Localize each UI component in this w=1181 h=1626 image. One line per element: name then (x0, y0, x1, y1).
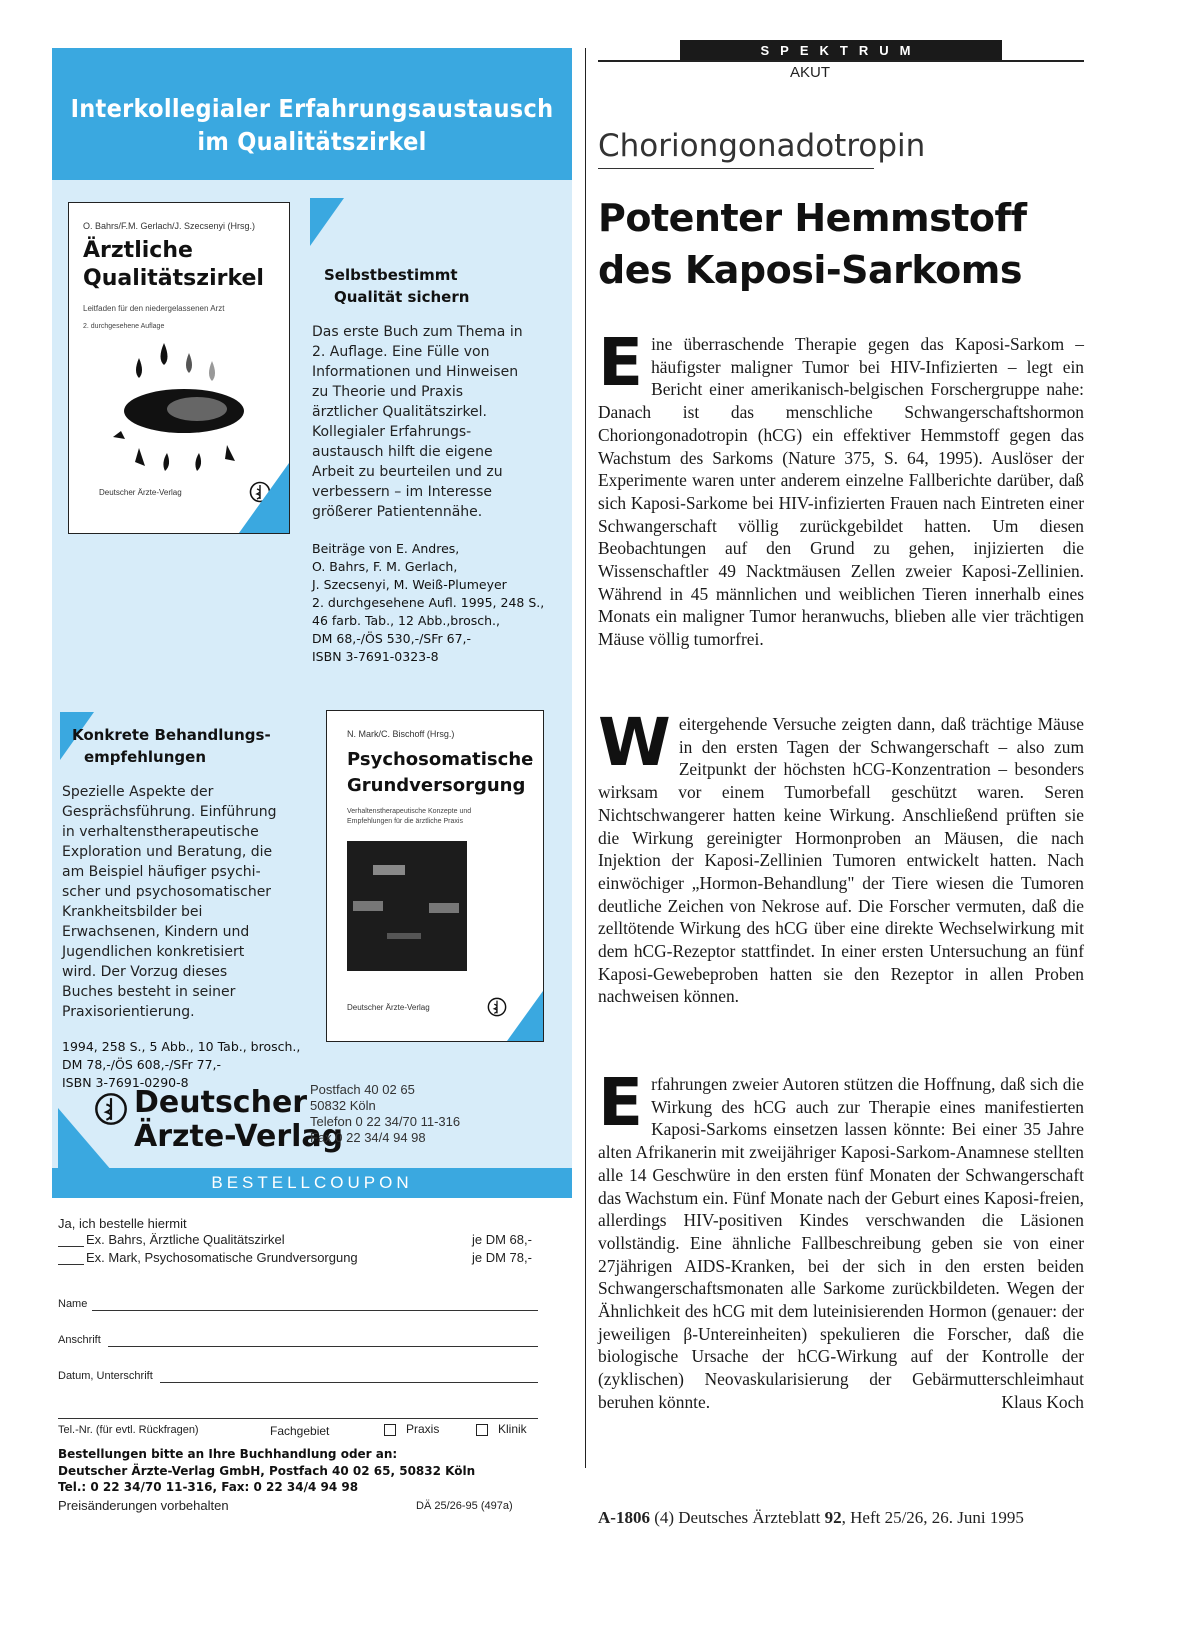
praxis-checkbox[interactable] (384, 1424, 396, 1436)
address-line: Telefon 0 22 34/70 11-316 (310, 1114, 461, 1129)
detail-line: ISBN 3-7691-0323-8 (312, 649, 439, 664)
blurb-line: Informationen und Hinweisen (312, 364, 519, 380)
book-title-line2: Grundversorgung (347, 775, 526, 796)
section-bar: SPEKTRUM (680, 40, 1002, 62)
detail-line: J. Szecsenyi, M. Weiß-Plumeyer (312, 577, 507, 592)
paragraph-text: rfahrungen zweier Autoren stützen die Hoffnung, daß sich die Wirkung des hCG auch zur Therapie eines manifestierten Kaposi-Sarkoms einsetzen lassen könnte: Bei einer 35 Jahre alten Afrikanerin mit zweijähriger Kaposi-Sarkom-Anamnese stellten alle 14 Geschwüre in den ersten fünf Monaten der Schwangerschaft das Wachstum ein. Fünf Monate nach der Geburt eines Kaposi-freien, allerdings HIV-positiven Kindes verschwanden die Läsionen vollständig. Eine ähnliche Fallbeschreibung geben sie von einer 27jährigen AIDS-Kranken, bei der sich in den ersten beiden Schwangerschaftsmonaten alle Sarkome zurückbildeten. Wegen der Ähnlichkeit des hCG mit dem luteinisierenden Hormon (genauer: der jeweiligen β-Untereinheiten) spekulieren die Forscher, daß die biologische Ursache der hCG-Wirkung auf der Kontrolle der (zyklischen) Neovaskularisierung der Gebärmutterschleimhaut beruhen könnte. (598, 1074, 1084, 1412)
quantity-field[interactable] (58, 1264, 84, 1265)
coupon-item-label: Ex. Mark, Psychosomatische Grundversorgung (86, 1250, 358, 1265)
blurb-text (62, 782, 312, 1022)
name-field[interactable] (92, 1310, 538, 1311)
blurb-line: zu Theorie und Praxis (312, 384, 464, 400)
book-edition: 2. durchgesehene Auflage (83, 323, 165, 330)
blurb-line: Spezielle Aspekte der (62, 784, 214, 800)
blurb-line: Buches besteht in seiner (62, 984, 236, 1000)
tel-field[interactable] (58, 1418, 538, 1419)
blurb-line: Das erste Buch zum Thema in (312, 324, 523, 340)
article-kicker: Choriongonadotropin (598, 128, 926, 164)
blurb-line: Jugendlichen konkretisiert (62, 944, 245, 960)
blurb-line: Erwachsenen, Kindern und (62, 924, 250, 940)
ad-header (52, 48, 572, 180)
klinik-checkbox[interactable] (476, 1424, 488, 1436)
book-details (312, 540, 562, 666)
coupon-item-price: je DM 78,- (472, 1250, 532, 1265)
blurb-line: scher und psychosomatischer (62, 884, 272, 900)
coupon-title-bar: BESTELLCOUPON (52, 1168, 572, 1198)
drop-cap: E (598, 324, 644, 401)
address-line: 50832 Köln (310, 1098, 376, 1113)
address-line: Fax 0 22 34/4 94 98 (310, 1130, 426, 1145)
blurb-line: Praxisorientierung. (62, 1004, 195, 1020)
date-signature-label: Datum, Unterschrift (58, 1370, 153, 1382)
praxis-option[interactable] (384, 1422, 439, 1436)
book-authors: O. Bahrs/F.M. Gerlach/J. Szecsenyi (Hrsg.) (83, 221, 256, 231)
order-instructions (58, 1446, 568, 1496)
blurb-line: größerer Patientennähe. (312, 504, 483, 520)
blurb-heading-line2: Qualität sichern (334, 288, 470, 306)
book-subtitle: Leitfaden für den niedergelassenen Arzt (83, 304, 225, 313)
page-footer (598, 1508, 1024, 1528)
klinik-option[interactable] (476, 1422, 527, 1436)
detail-line: DM 78,-/ÖS 608,-/SFr 77,- (62, 1057, 222, 1072)
blurb-line: 2. Auflage. Eine Fülle von (312, 344, 490, 360)
detail-line: DM 68,-/ÖS 530,-/SFr 67,- (312, 631, 472, 646)
coupon-intro: Ja, ich bestelle hiermit (58, 1216, 187, 1231)
address-label: Anschrift (58, 1334, 101, 1346)
cover-dark-artwork (347, 841, 467, 971)
date-signature-field[interactable] (160, 1382, 538, 1383)
subsection-label: AKUT (790, 64, 831, 81)
ad-headline (52, 92, 572, 158)
name-label: Name (58, 1298, 88, 1310)
book-title (83, 237, 264, 293)
artwork-box (387, 933, 421, 939)
blurb-accent-triangle (310, 198, 344, 246)
blurb-line: Arbeit zu beurteilen und zu (312, 464, 503, 480)
cover-corner-accent (239, 463, 289, 533)
paragraph-text: ine überraschende Therapie gegen das Kaposi-Sarkom – häufigster maligner Tumor bei HIV-Infizierten – legt ein Bericht einer amerikanisch-belgischen Forschergruppe nahe: Danach ist das menschliche Schwangerschaftshormon Choriongonadotropin (hCG) ein effektiver Hemmstoff gegen das Wachstum des Sarkoms (Nature 375, S. 64, 1995). Auslöser der Experimente waren unter anderem einzelne Fallberichte darüber, daß sich Kaposi-Sarkome bei HIV-infizierten Frauen nach Eintreten einer Schwangerschaft völlig zurückgebildet hatten. Um diesen Beobachtungen auf den Grund zu gehen, injizierten die Wissenschaftler 49 Nacktmäusen Zellen zweier Kaposi-Zellinien. Während in 45 männlichen und weiblichen Tieren innerhalb eines Monats ein maligner Tumor heranwuchs, blieben alle vier trächtigen Mäuse völlig tumorfrei. (598, 334, 1084, 650)
blurb-heading-line1: Selbstbestimmt (324, 266, 458, 284)
drop-cap: E (598, 1064, 644, 1141)
journal-name: Deutsches Ärzteblatt (678, 1508, 821, 1527)
blurb-line: wird. Der Vorzug dieses (62, 964, 228, 980)
quantity-field[interactable] (58, 1246, 84, 1247)
coupon-item-label: Ex. Bahrs, Ärztliche Qualitätszirkel (86, 1232, 285, 1247)
order-line: Deutscher Ärzte-Verlag GmbH, Postfach 40 02 65, 50832 Köln (58, 1463, 476, 1478)
publisher-name-line1: Deutscher (134, 1085, 308, 1120)
address-line: Postfach 40 02 65 (310, 1082, 415, 1097)
section-rule (598, 60, 1084, 62)
detail-line: 2. durchgesehene Aufl. 1995, 248 S., (312, 595, 545, 610)
ad-code: DÄ 25/26-95 (497a) (416, 1500, 513, 1512)
publisher-advertisement (52, 48, 572, 1563)
blurb-line: Kollegialer Erfahrungs- (312, 424, 472, 440)
address-field[interactable] (108, 1346, 538, 1347)
article-paragraph-1 (598, 324, 1084, 651)
detail-line: 46 farb. Tab., 12 Abb.,brosch., (312, 613, 500, 628)
book-title-line1: Psychosomatische (347, 749, 534, 770)
publisher-address (310, 1082, 460, 1146)
book-cover-grundversorgung (326, 710, 544, 1042)
ad-body (52, 180, 572, 1196)
book-authors: N. Mark/C. Bischoff (Hrsg.) (347, 729, 455, 739)
blurb-line: austausch hilft die eigene (312, 444, 493, 460)
artwork-box (373, 865, 405, 875)
praxis-label: Praxis (406, 1422, 440, 1436)
order-line: Tel.: 0 22 34/70 11-316, Fax: 0 22 34/4 94 98 (58, 1480, 359, 1494)
publisher-name-line2: Ärzte-Verlag (134, 1119, 344, 1154)
book-publisher: Deutscher Ärzte-Verlag (347, 1003, 430, 1012)
blurb-line: ärztlicher Qualitätszirkel. (312, 404, 487, 420)
article-paragraph-2 (598, 704, 1084, 1008)
cover-corner-accent (507, 991, 543, 1041)
book-title-line2: Qualitätszirkel (83, 266, 264, 291)
blurb-heading-line2: empfehlungen (84, 748, 207, 766)
detail-line: 1994, 258 S., 5 Abb., 10 Tab., brosch., (62, 1039, 301, 1054)
blurb-heading-line1: Konkrete Behandlungs- (72, 726, 271, 744)
book-title (347, 747, 533, 799)
page-sub-number: (4) (654, 1508, 675, 1527)
book-cover-qualitaetszirkel (68, 202, 290, 534)
journal-volume: 92 (824, 1508, 842, 1527)
blurb-line: Gesprächsführung. Einführung (62, 804, 277, 820)
headline-line1: Potenter Hemmstoff (598, 196, 1027, 240)
blurb-line: am Beispiel häufiger psychi- (62, 864, 261, 880)
ad-headline-line2: im Qualitätszirkel (197, 127, 427, 156)
water-drops-illustration (109, 333, 259, 483)
blurb-text (312, 322, 562, 522)
tel-label: Tel.-Nr. (für evtl. Rückfragen) (58, 1424, 199, 1436)
detail-line: Beiträge von E. Andres, (312, 541, 460, 556)
artwork-box (429, 903, 459, 913)
book-subtitle-line2: Empfehlungen für die ärztliche Praxis (347, 818, 463, 825)
blurb-line: Exploration und Beratung, die (62, 844, 273, 860)
headline-line2: des Kaposi-Sarkoms (598, 248, 1022, 292)
detail-line: ISBN 3-7691-0290-8 (62, 1075, 189, 1090)
article-paragraph-3 (598, 1064, 1084, 1414)
book-title-line1: Ärztliche (83, 238, 193, 263)
ad-headline-line1: Interkollegialer Erfahrungsaustausch (70, 94, 554, 123)
artwork-box (353, 901, 383, 911)
book-subtitle (347, 807, 471, 827)
drop-cap: W (598, 704, 671, 781)
order-line: Bestellungen bitte an Ihre Buchhandlung oder an: (58, 1447, 398, 1461)
book-publisher: Deutscher Ärzte-Verlag (99, 488, 182, 497)
klinik-label: Klinik (498, 1422, 527, 1436)
order-coupon (52, 1198, 572, 1515)
blurb-line: in verhaltenstherapeutische (62, 824, 259, 840)
column-divider (585, 48, 586, 1468)
article-headline (598, 192, 1088, 296)
aesculapius-logo-icon (94, 1092, 128, 1126)
price-note: Preisänderungen vorbehalten (58, 1498, 229, 1513)
coupon-item-price: je DM 68,- (472, 1232, 532, 1247)
blurb-line: Krankheitsbilder bei (62, 904, 203, 920)
page-number: A-1806 (598, 1508, 650, 1527)
specialty-label: Fachgebiet (270, 1424, 330, 1438)
journal-issue: , Heft 25/26, 26. Juni 1995 (841, 1508, 1024, 1527)
blurb-line: verbessern – im Interesse (312, 484, 492, 500)
aesculapius-logo-icon (487, 997, 507, 1017)
detail-line: O. Bahrs, F. M. Gerlach, (312, 559, 458, 574)
paragraph-text: eitergehende Versuche zeigten dann, daß trächtige Mäuse in den ersten Tagen der Schwangerschaft – also zum Zeitpunkt der höchsten hCG-Konzentration – besonders wirksam vor einem Tumorbefall geschützt waren. Seren Nichtschwangerer hatten keine Wirkung. Anschließend prüften sie die Wirkung gereinigter Hormonproben an Mäusen, die nach Injektion der Kaposi-Zellinien Tumoren entwickelt hatten. Nach einwöchiger „Hormon-Behandlung" der Tiere wiesen die Tumoren deutliche Zeichen von Nekrose auf. Die Forscher vermuten, daß die zelltötende Wirkung des hCG über eine direkte Wechselwirkung mit dem hCG-Rezeptor stattfindet. In einer ersten Untersuchung an fünf Kaposi-Gewebeproben hatten sie den Rezeptor in allen Proben nachweisen können. (598, 714, 1084, 1007)
book-subtitle-line1: Verhaltenstherapeutische Konzepte und (347, 808, 472, 815)
kicker-underline (598, 168, 874, 169)
article-author: Klaus Koch (1001, 1391, 1084, 1412)
